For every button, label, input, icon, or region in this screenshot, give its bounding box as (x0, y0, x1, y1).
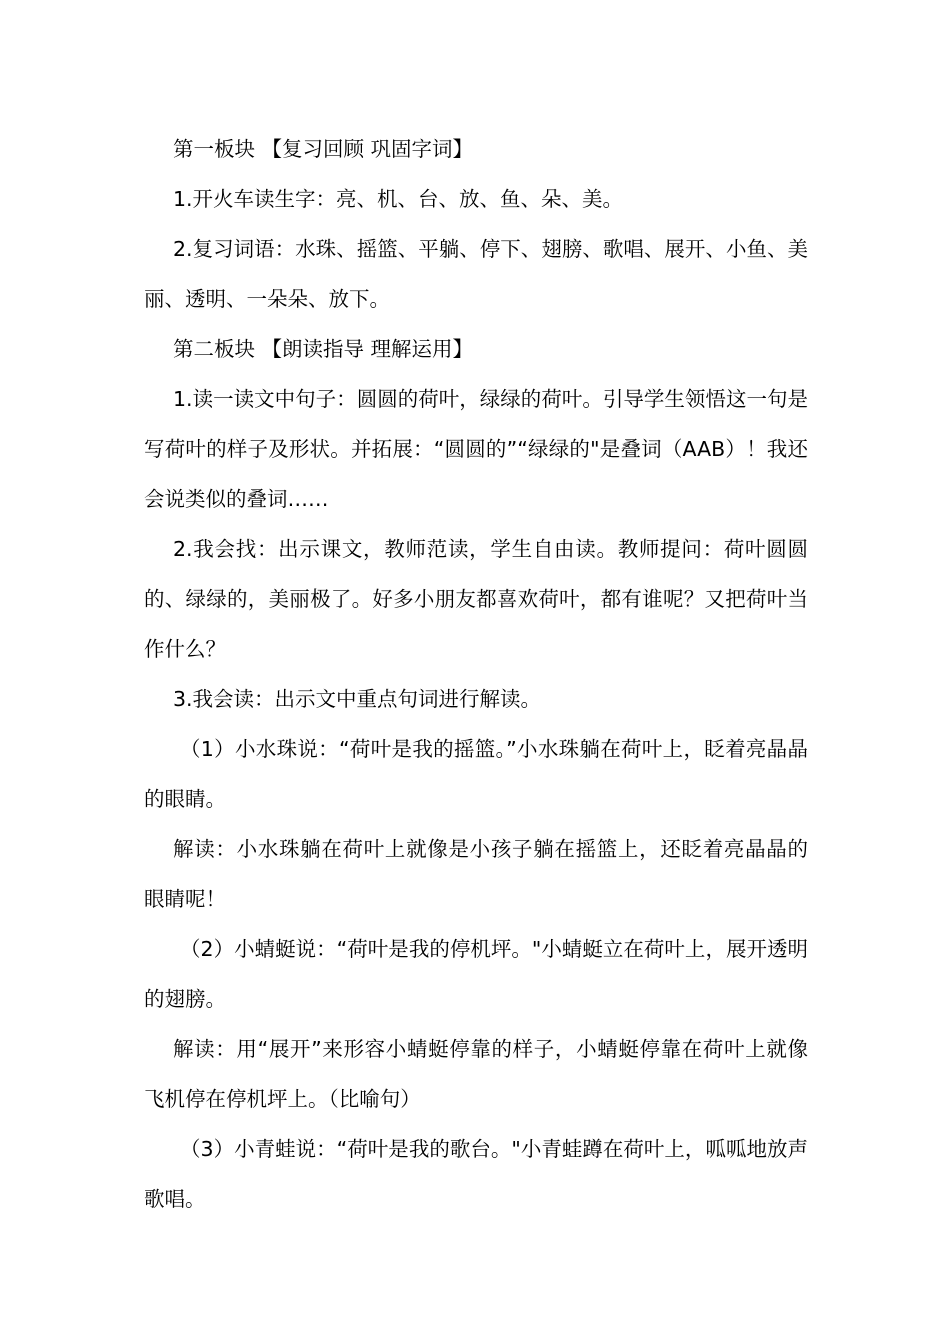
section-1-item-2: 2.复习词语：水珠、摇篮、平躺、停下、翅膀、歌唱、展开、小鱼、美丽、透明、一朵朵、放下。 (144, 237, 808, 311)
reading-1-interpretation: 解读：小水珠躺在荷叶上就像是小孩子躺在摇篮上，还眨着亮晶晶的眼睛呢！ (144, 837, 808, 911)
section-1-heading: 第一板块 【复习回顾 巩固字词】 (173, 137, 474, 161)
document-page (144, 124, 808, 1224)
section-2-heading: 第二板块 【朗读指导 理解运用】 (173, 337, 474, 361)
section-2-item-3: 3.我会读：出示文中重点句词进行解读。 (173, 687, 542, 711)
reading-1-quote: （1）小水珠说：“荷叶是我的摇篮。”小水珠躺在荷叶上，眨着亮晶晶的眼睛。 (144, 737, 808, 811)
section-1-item-1: 1.开火车读生字：亮、机、台、放、鱼、朵、美。 (173, 187, 624, 211)
reading-2-quote: （2）小蜻蜓说：“荷叶是我的停机坪。"小蜻蜓立在荷叶上，展开透明的翅膀。 (144, 937, 808, 1011)
section-2-item-2: 2.我会找：出示课文，教师范读，学生自由读。教师提问：荷叶圆圆的、绿绿的，美丽极了。好多小朋友都喜欢荷叶，都有谁呢？又把荷叶当作什么？ (144, 537, 808, 661)
section-2-item-1: 1.读一读文中句子：圆圆的荷叶，绿绿的荷叶。引导学生领悟这一句是写荷叶的样子及形状。并拓展：“圆圆的”“绿绿的"是叠词（AAB）！我还会说类似的叠词…… (144, 387, 808, 511)
reading-3-quote: （3）小青蛙说：“荷叶是我的歌台。"小青蛙蹲在荷叶上，呱呱地放声歌唱。 (144, 1137, 808, 1211)
reading-2-interpretation: 解读：用“展开”来形容小蜻蜓停靠的样子，小蜻蜓停靠在荷叶上就像飞机停在停机坪上。（比喻句） (144, 1037, 808, 1111)
